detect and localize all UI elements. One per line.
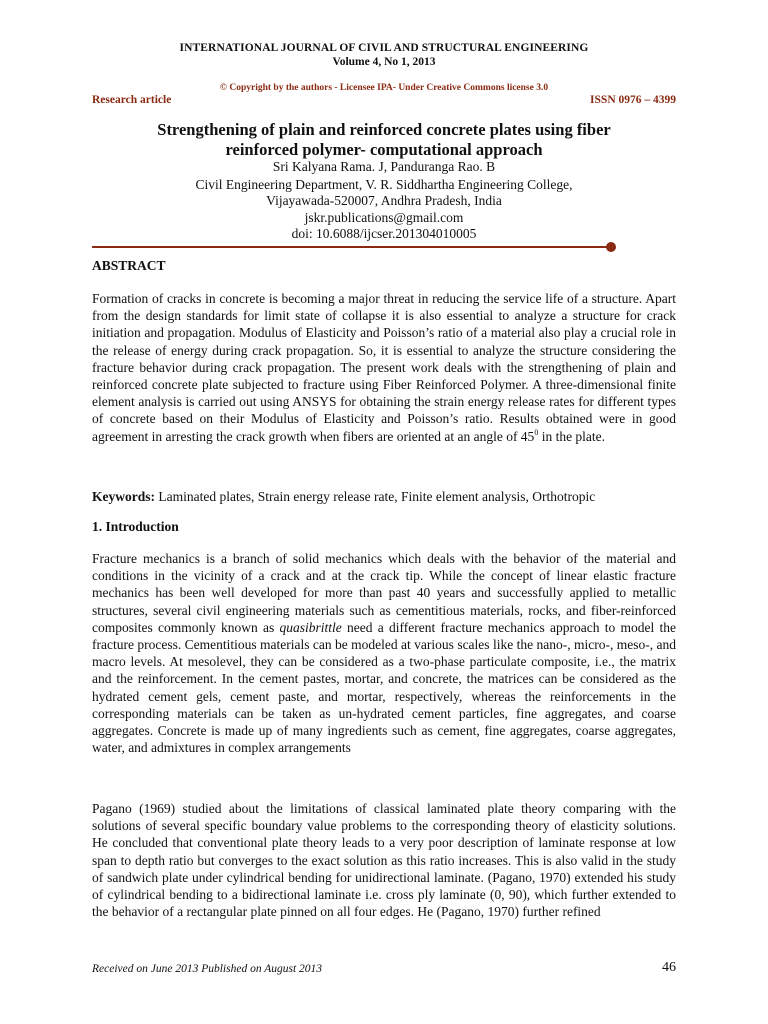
journal-name: INTERNATIONAL JOURNAL OF CIVIL AND STRUCTURAL ENGINEERING bbox=[179, 42, 589, 54]
keywords-text: Laminated plates, Strain energy release rate, Finite element analysis, Orthotropic bbox=[155, 489, 596, 504]
introduction-paragraph-1 bbox=[92, 550, 676, 756]
intro-p1-part-b: need a different fracture mechanics approach to model the fracture process. Cementitious materials can be modeled at various scales like the nano-, micro-, meso-, and macro levels. At mesolevel, they can be considered as a two-phase particulate composite, i.e., the matrix and the reinforcement. In the cement pastes, mortar, and concrete, the matrices can be considered as the hydrated cement gels, cement paste, and mortar, respectively, whereas the reinforcements in the corresponding materials can be taken as un-hydrated cement particles, fine aggregates, and coarse aggregates. Concrete is made up of many ingredients such as cement, fine aggregates, coarse aggregates, water, and admixtures in complex arrangements bbox=[92, 619, 676, 756]
keywords bbox=[92, 488, 676, 505]
authors: Sri Kalyana Rama. J, Panduranga Rao. B bbox=[272, 159, 496, 174]
article-type: Research article bbox=[92, 94, 172, 106]
paper-title-line-2: reinforced polymer- computational approach bbox=[225, 140, 543, 159]
introduction-heading: 1. Introduction bbox=[92, 519, 179, 534]
abstract-text bbox=[92, 290, 676, 445]
intro-p1-part-a: Fracture mechanics is a branch of solid mechanics which deals with the behavior of the material and conditions in the vicinity of a crack and at the crack tip. While the concept of linear elastic fracture mechanics has been well developed for more than past 40 years and successfully applied to metallic structures, several civil engineering materials such as cementitious materials, rocks, and fiber-reinforced composites commonly known as bbox=[92, 551, 676, 635]
keywords-label: Keywords: bbox=[92, 489, 155, 504]
affiliation-line-2: Vijayawada-520007, Andhra Pradesh, India bbox=[266, 193, 502, 208]
journal-volume: Volume 4, No 1, 2013 bbox=[332, 56, 436, 68]
issn: ISSN 0976 – 4399 bbox=[590, 94, 676, 106]
doi: doi: 10.6088/ijcser.201304010005 bbox=[291, 226, 477, 241]
divider-dot-icon bbox=[606, 242, 616, 252]
paper-title bbox=[92, 120, 676, 160]
abstract-heading: ABSTRACT bbox=[92, 258, 166, 273]
article-meta-row bbox=[92, 94, 676, 106]
abstract-body: Formation of cracks in concrete is becoming a major threat in reducing the service life of a structure. Apart from the design standards for limit state of collapse it is also essential to analyze a structure for crack initiation and propagation. Modulus of Elasticity and Poisson’s ratio of a material also play a crucial role in the release of energy during crack propagation. So, it is essential to analyze the structure considering the fracture behavior during crack propagation. The present work deals with the strengthening of plain and reinforced concrete plate subjected to fracture using Fiber Reinforced Polymer. A three-dimensional finite element analysis is carried out using ANSYS for obtaining the strain energy release rates for different types of concrete based on their Modulus of Elasticity and Poisson’s ratio. Results obtained were in good agreement in arresting the crack growth when fibers are oriented at an angle of 45 bbox=[92, 291, 676, 444]
received-date: Received on June 2013 Published on August 2013 bbox=[92, 963, 323, 975]
page-number: 46 bbox=[662, 960, 676, 975]
header-divider bbox=[92, 246, 612, 248]
email: jskr.publications@gmail.com bbox=[304, 210, 464, 225]
degree-superscript: 0 bbox=[534, 427, 539, 437]
affiliation-line-1: Civil Engineering Department, V. R. Siddhartha Engineering College, bbox=[195, 177, 573, 192]
copyright-notice: © Copyright by the authors - Licensee IPA- Under Creative Commons license 3.0 bbox=[219, 83, 549, 93]
paper-title-line-1: Strengthening of plain and reinforced concrete plates using fiber bbox=[157, 120, 611, 139]
introduction-paragraph-2: Pagano (1969) studied about the limitations of classical laminated plate theory comparing with the solutions of several specific boundary value problems to the corresponding theory of elasticity solutions. He concluded that conventional plate theory leads to a very poor description of laminate response at low span to depth ratio but converges to the exact solution as this ratio increases. This is also valid in the study of sandwich plate under cylindrical bending for unidirectional laminate. (Pagano, 1970) extended his study of cylindrical bending to a bidirectional laminate i.e. cross ply laminate (0, 90), which further extended to the behavior of a rectangular plate pinned on all four edges. He (Pagano, 1970) further refined bbox=[92, 801, 676, 920]
abstract-tail: in the plate. bbox=[538, 428, 606, 444]
intro-p1-italic: quasibrittle bbox=[279, 619, 342, 635]
